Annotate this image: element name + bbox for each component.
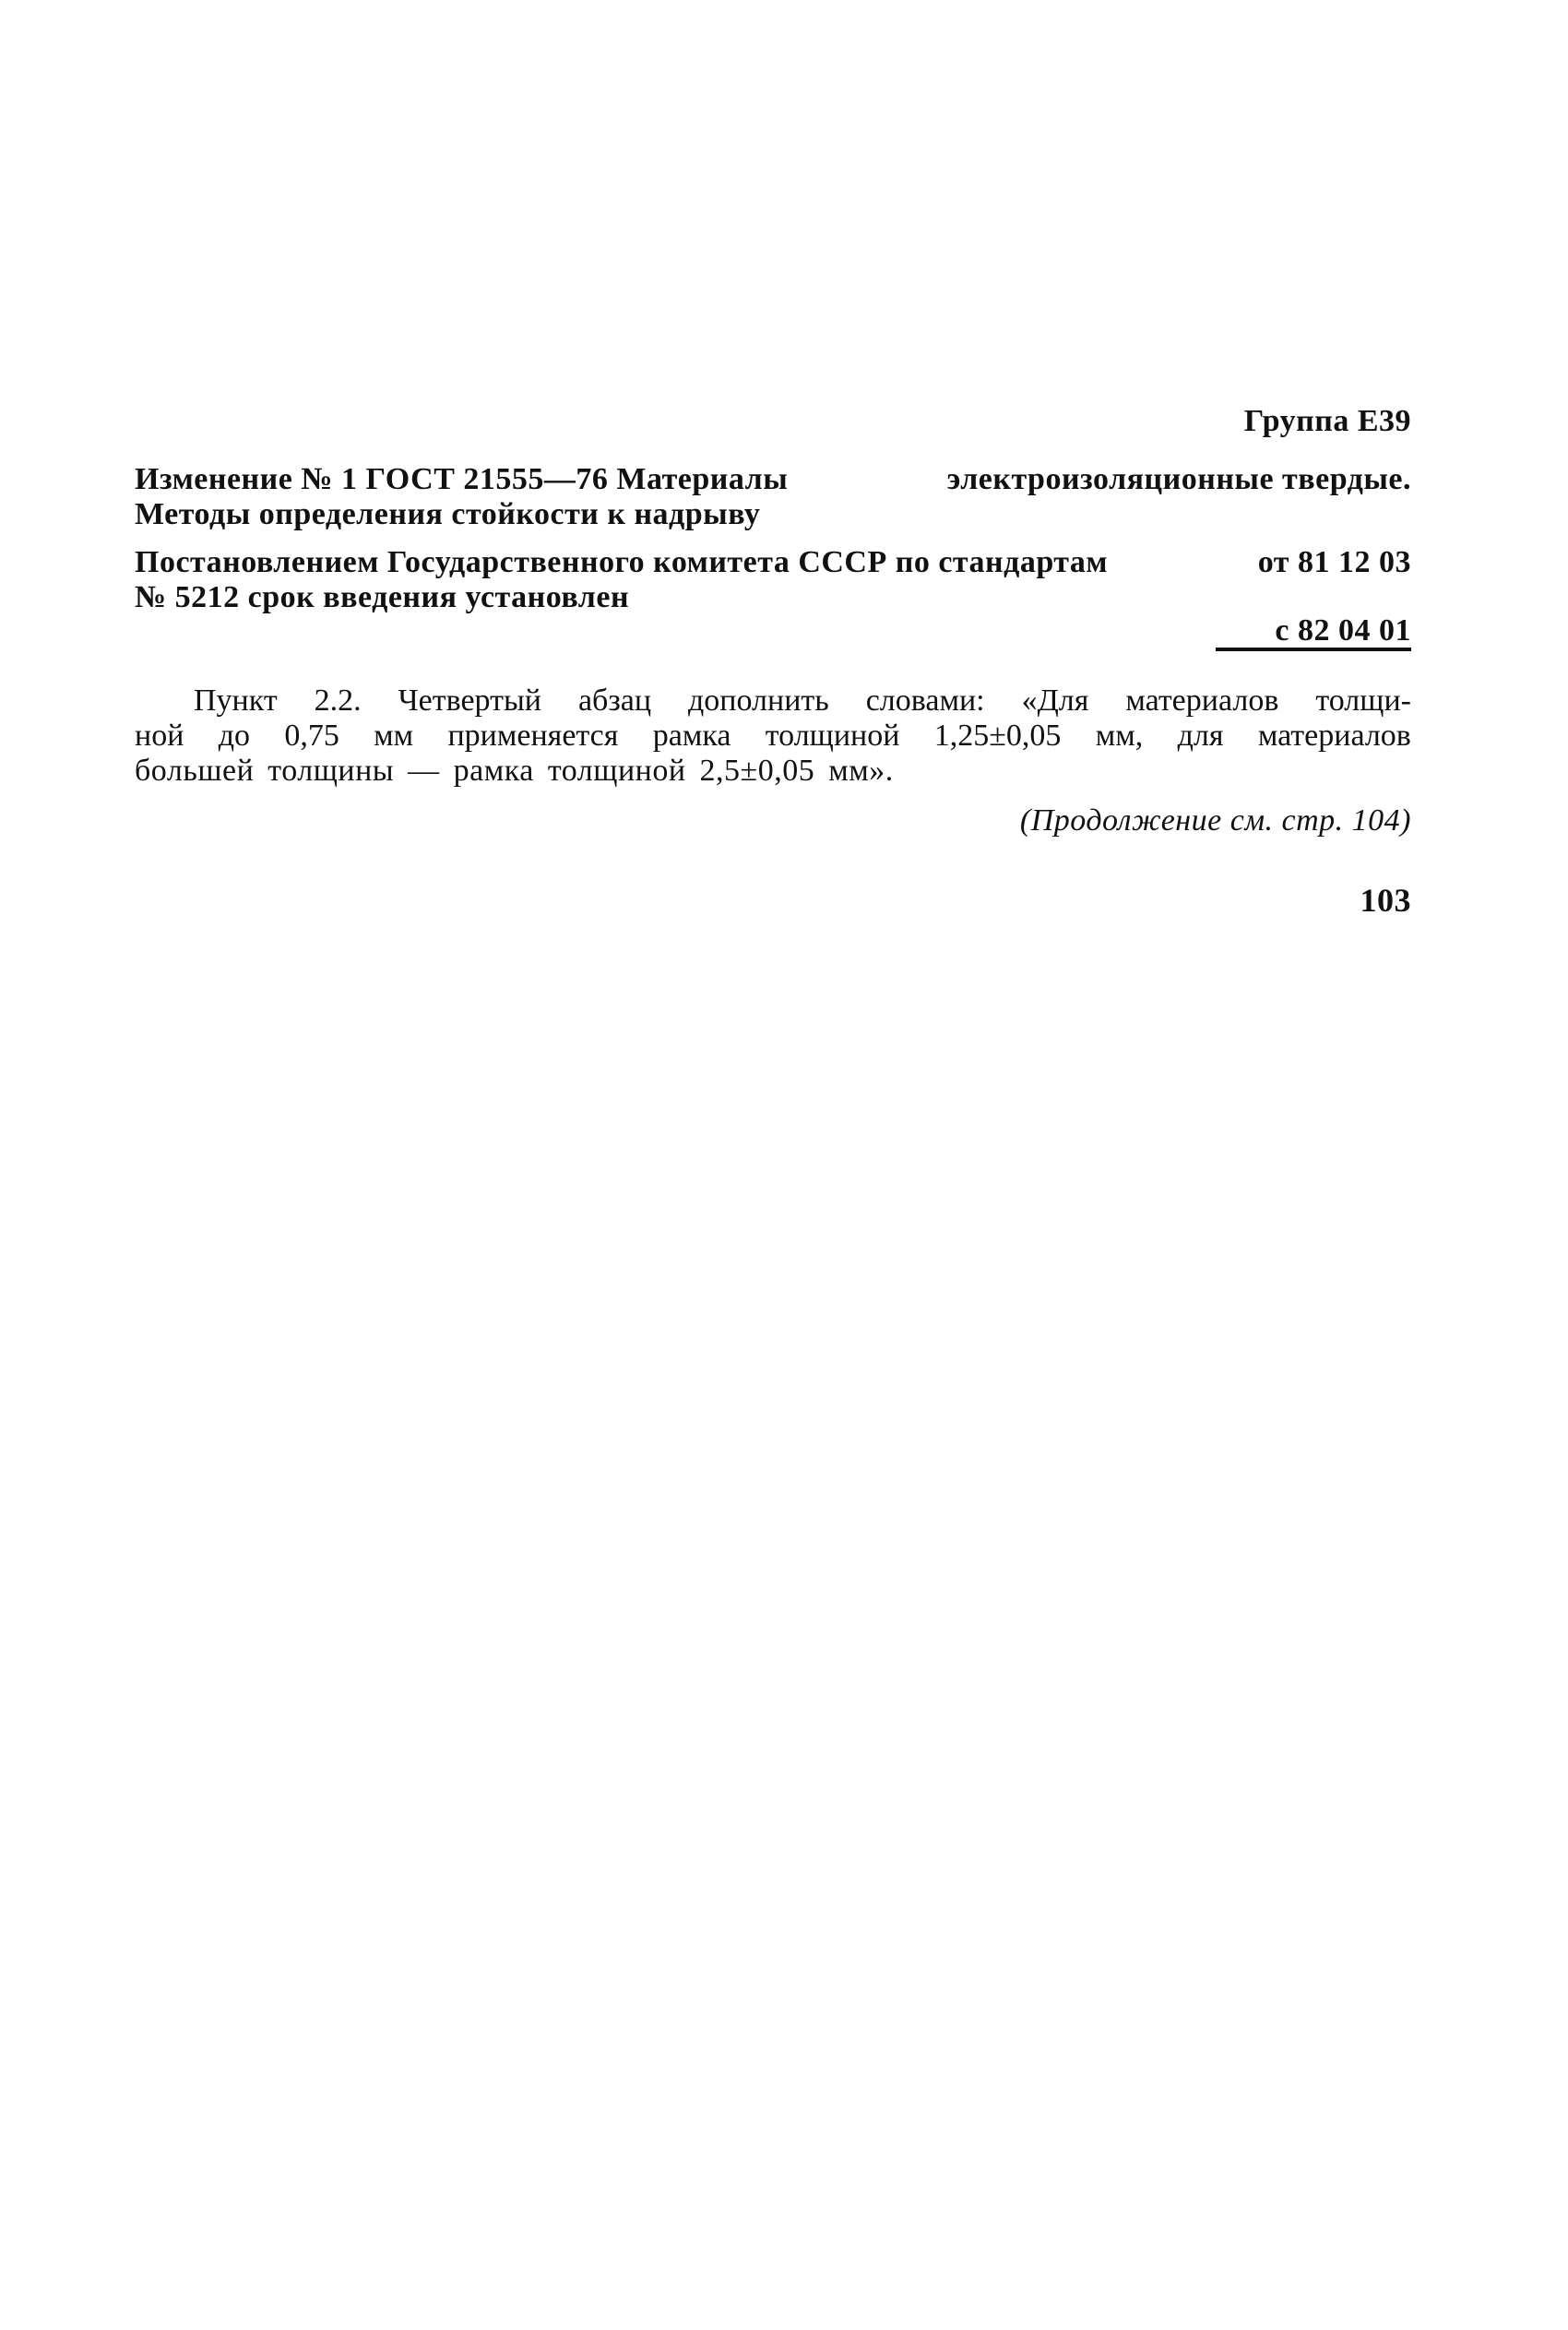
group-label: Группа Е39 [1243,404,1411,438]
decree-line1-left: Постановлением Государственного комитета СССР по стандартам [135,545,1109,579]
body-line-3: большей толщины — рамка толщиной 2,5±0,05 мм». [135,754,894,788]
amendment-title-line1-left: Изменение № 1 ГОСТ 21555—76 Материалы [135,462,789,496]
page-number: 103 [1360,882,1411,919]
decree-line1-right: от 81 12 03 [1257,545,1411,579]
effective-date-underline [1216,648,1411,651]
effective-date: с 82 04 01 [1275,613,1411,648]
continuation-note: (Продолжение см. стр. 104) [1019,803,1411,838]
body-line-1: Пункт 2.2. Четвертый абзац дополнить словами: «Для материалов толщи- [194,684,1411,718]
body-line-2: ной до 0,75 мм применяется рамка толщиной 1,25±0,05 мм, для материалов [135,719,1411,753]
decree-line2: № 5212 срок введения установлен [135,580,630,614]
amendment-title-line1-right: электроизоляционные твердые. [946,462,1411,496]
amendment-title-line2: Методы определения стойкости к надрыву [135,497,761,531]
